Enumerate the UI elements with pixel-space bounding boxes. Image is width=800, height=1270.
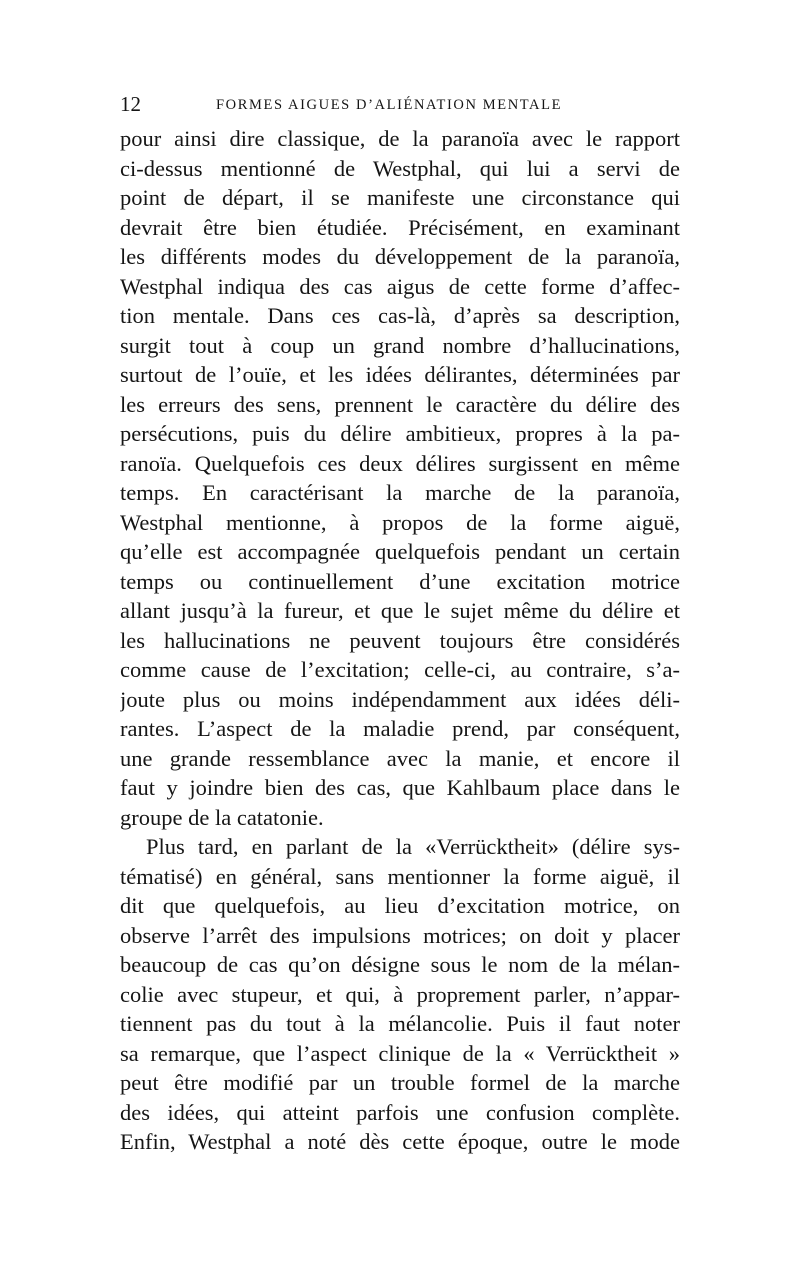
paragraph-end-line: groupe de la catatonie. [120, 804, 324, 830]
text-line: comme cause de l’excitation; celle-ci, au contraire, s’a- [120, 657, 680, 682]
text-line: qu’elle est accompagnée quelquefois pendant un certain [120, 539, 680, 564]
text-line: tématisé) en général, sans mentionner la forme aiguë, il [120, 863, 680, 889]
text-line: devrait être bien étudiée. Précisément, en examinant [120, 214, 680, 240]
body-text [120, 124, 680, 1157]
text-line: pour ainsi dire classique, de la paranoïa avec le rapport [120, 126, 680, 151]
text-line: tion mentale. Dans ces cas-là, d’après sa description, [120, 303, 680, 328]
text-line: les différents modes du développement de la paranoïa, [120, 244, 680, 269]
text-line: colie avec stupeur, et qui, à proprement parler, n’appar- [120, 981, 680, 1007]
text-line: les erreurs des sens, prennent le caractère du délire des [120, 391, 680, 417]
text-line: allant jusqu’à la fureur, et que le sujet même du délire et [120, 598, 680, 623]
text-line: dit que quelquefois, au lieu d’excitation motrice, on [120, 893, 680, 918]
text-line: sa remarque, que l’aspect clinique de la « Verrücktheit » [120, 1040, 680, 1066]
text-line: temps ou continuellement d’une excitation motrice [120, 568, 680, 594]
text-line: des idées, qui atteint parfois une confusion complète. [120, 1099, 680, 1125]
text-line: persécutions, puis du délire ambitieux, propres à la pa- [120, 421, 680, 446]
text-line: peut être modifié par un trouble formel de la marche [120, 1070, 680, 1095]
text-line: point de départ, il se manifeste une circonstance qui [120, 185, 680, 210]
text-line: Enfin, Westphal a noté dès cette époque, outre le mode [120, 1129, 680, 1154]
text-line: une grande ressemblance avec la manie, et encore il [120, 745, 680, 771]
paragraph-start-line: Plus tard, en parlant de la «Verrücktheit» (délire sys- [146, 834, 680, 859]
text-line: joute plus ou moins indépendamment aux idées déli- [120, 686, 680, 712]
text-line: faut y joindre bien des cas, que Kahlbaum place dans le [120, 775, 680, 800]
text-line: tiennent pas du tout à la mélancolie. Puis il faut noter [120, 1011, 680, 1036]
text-line: surtout de l’ouïe, et les idées délirantes, déterminées par [120, 362, 680, 387]
running-title: FORMES AIGUES D’ALIÉNATION MENTALE [216, 97, 563, 113]
text-line: beaucoup de cas qu’on désigne sous le nom de la mélan- [120, 952, 680, 977]
text-line: ranoïa. Quelquefois ces deux délires surgissent en même [120, 450, 680, 476]
text-line: les hallucinations ne peuvent toujours être considérés [120, 627, 680, 653]
page-number: 12 [120, 92, 141, 116]
text-line: rantes. L’aspect de la maladie prend, par conséquent, [120, 716, 680, 741]
text-line: ci-dessus mentionné de Westphal, qui lui a servi de [120, 155, 680, 181]
text-line: Westphal mentionne, à propos de la forme aiguë, [120, 509, 680, 535]
text-line: Westphal indiqua des cas aigus de cette forme d’affec- [120, 273, 680, 299]
text-line: surgit tout à coup un grand nombre d’hallucinations, [120, 332, 680, 358]
text-line: temps. En caractérisant la marche de la paranoïa, [120, 480, 680, 505]
text-line: observe l’arrêt des impulsions motrices; on doit y placer [120, 922, 680, 948]
page-header [120, 91, 680, 117]
